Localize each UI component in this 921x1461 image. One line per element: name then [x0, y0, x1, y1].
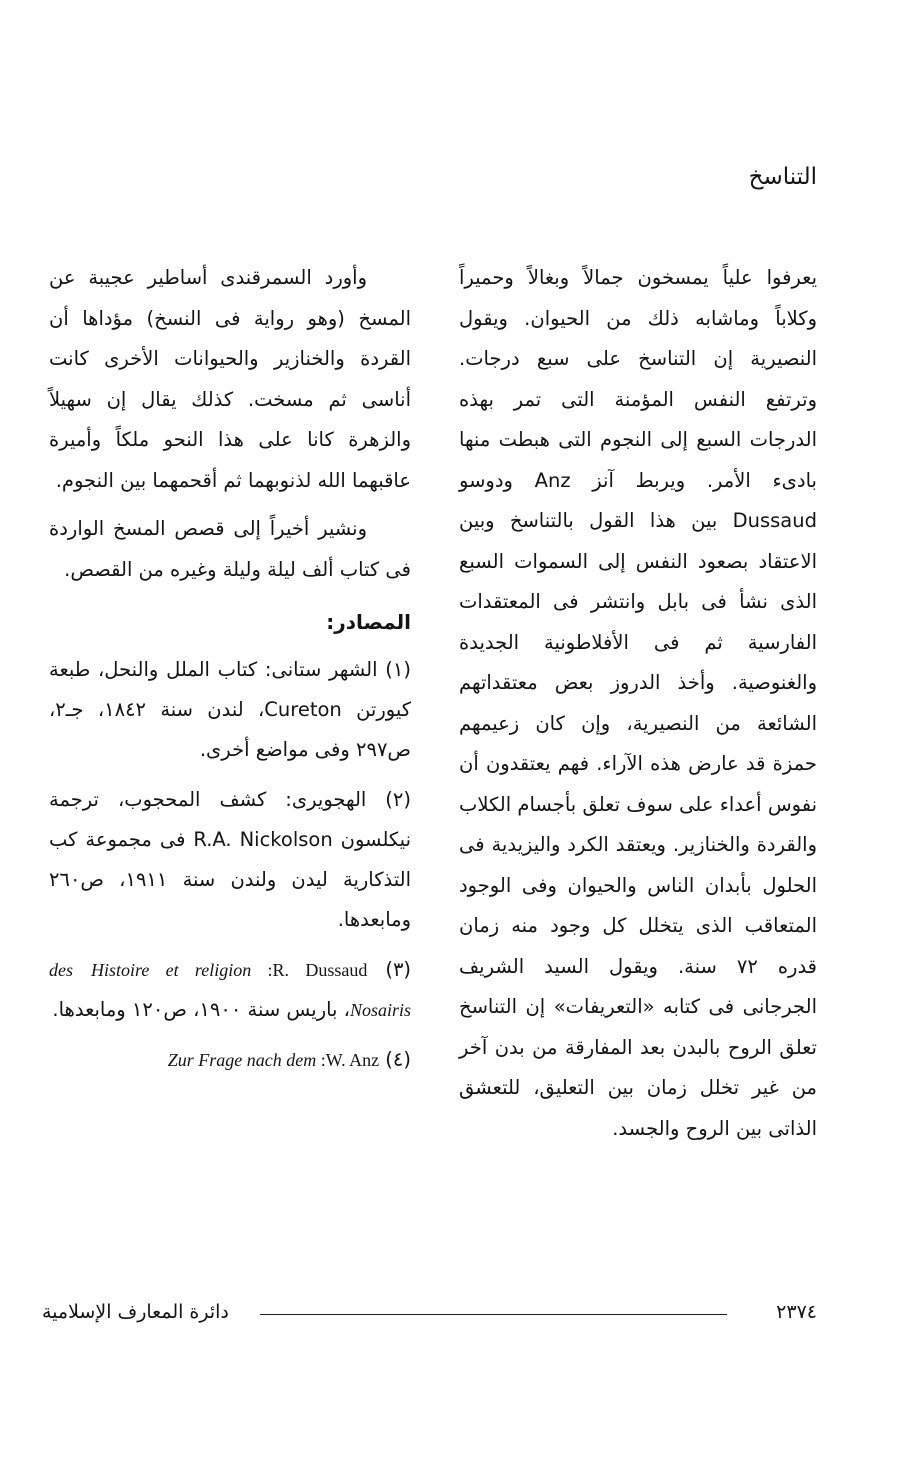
latin-title-continued: des Nosairis: [49, 960, 411, 1020]
page-number: ٢٣٧٤: [776, 1301, 817, 1323]
latin-title: Histoire et religion: [91, 960, 252, 980]
latin-author: :R. Dussaud: [267, 960, 368, 980]
sources-heading: المصادر:: [326, 610, 411, 634]
page-footer: [42, 1297, 817, 1327]
running-header: التناسخ: [748, 164, 817, 190]
footer-journal-title: دائرة المعارف الإسلامية: [42, 1301, 229, 1323]
left-column: [49, 258, 411, 1090]
body-paragraph: يعرفوا علياً يمسخون جمالاً وبغالاً وحميراً وكلاباً وماشابه ذلك من الحيوان. ويقول النصيرية إن التناسخ على سبع درجات. وترتفع النفس المؤمنة التى تمر بهذه الدرجات السبع إلى النجوم التى هبطت منها بادىء الأمر. ويربط آنز Anz ودوسو Dussaud بين هذا القول بالتناسخ وبين الاعتقاد بصعود النفس إلى السموات السبع الذى نشأ فى بابل وانتشر فى المعتقدات الفارسية ثم فى الأفلاطونية الجديدة والغنوصية. وأخذ الدروز بعض معتقداتهم الشائعة من النصيرية، وإن كان زعيمهم حمزة قد عارض هذه الآراء. فهم يعتقدون أن نفوس أعداء على سوف تعلق بأجسام الكلاب والقردة والخنازير. ويعتقد الكرد واليزيدية فى الحلول بأبدان الناس والحيوان وفى الوجود المتعاقب الذى يتخلل كل وجود منه زمان قدره ٧٢ سنة. ويقول السيد الشريف الجرجانى فى كتابه «التعريفات» إن التناسخ تعلق الروح بالبدن بعد المفارقة من بدن آخر من غير تخلل زمان بين التعليق، للتعشق الذاتى بين الروح والجسد.: [459, 266, 818, 1140]
footer-rule: [260, 1314, 727, 1315]
body-paragraph-thousand-nights: ونشير أخيراً إلى قصص المسخ الواردة فى كتاب ألف ليلة وليلة وغيره من القصص.: [49, 517, 411, 581]
latin-author: :W. Anz: [320, 1050, 380, 1070]
latin-citation: [91, 960, 367, 980]
right-column: [459, 258, 817, 1149]
source-item-4: [49, 1040, 411, 1080]
body-paragraph-samarqandi: وأورد السمرقندى أساطير عجيبة عن المسخ (وهو رواية فى النسخ) مؤداها أن القردة والخنازير والحيوانات الأخرى كانت أناسى ثم مسخت. كذلك يقال إن سهيلاً والزهرة كانا على هذا النحو ملكاً وأميرة عاقبهما الله لذنوبهما ثم أقحمهما بين النجوم.: [49, 266, 411, 492]
latin-title: Zur Frage nach dem: [167, 1050, 317, 1070]
source-number: (٤): [385, 1048, 411, 1071]
source-item-1: (١) الشهر ستانى: كتاب الملل والنحل، طبعة كيورتن Cureton، لندن سنة ١٨٤٢، جـ٢، ص٢٩٧ وفى مواضع أخرى.: [49, 658, 411, 761]
source-item-2: (٢) الهجويرى: كشف المحجوب، ترجمة نيكلسون R.A. Nickolson فى مجموعة كب التذكارية ليدن ولندن سنة ١٩١١، ص٢٦٠ ومابعدها.: [49, 788, 411, 931]
latin-citation: [168, 1050, 379, 1070]
source-number: (٣): [385, 958, 412, 981]
source-item-3: [49, 950, 411, 1030]
source-details: ، باريس سنة ١٩٠٠، ص١٢٠ ومابعدها.: [52, 998, 350, 1021]
